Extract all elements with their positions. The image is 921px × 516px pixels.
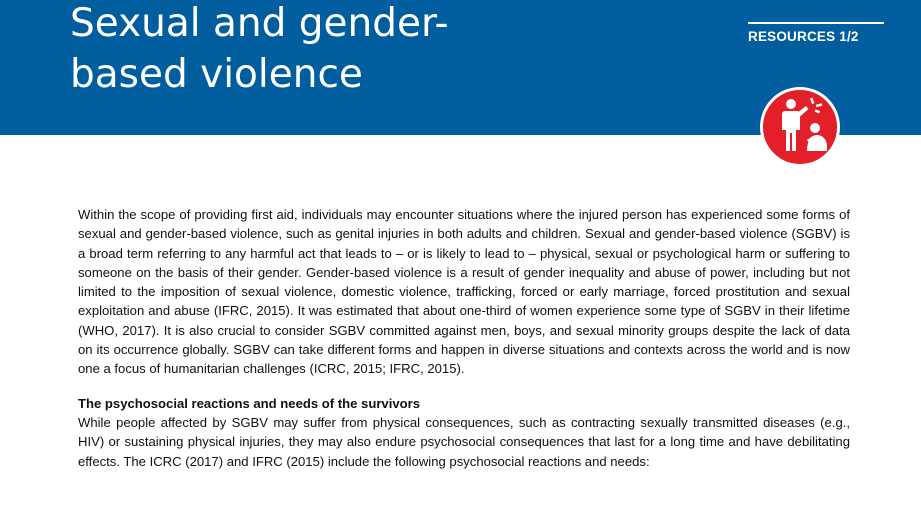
body-content: [78, 205, 850, 471]
violence-icon-badge: [760, 87, 840, 167]
psychosocial-paragraph: While people affected by SGBV may suffer from physical consequences, such as contracting sexually transmitted diseases (e.g., HIV) or sustaining physical injuries, they may also endure psychosocial consequences that last for a long time and have debilitating effects. The ICRC (2017) and IFRC (2015) include the following psychosocial reactions and needs:: [78, 414, 850, 469]
section-rule: [748, 22, 884, 24]
intro-paragraph: Within the scope of providing first aid, individuals may encounter situations where the injured person has experienced some forms of sexual and gender-based violence, such as genital injuries in both adults and children. Sexual and gender-based violence (SGBV) is a broad term referring to any harmful act that leads to – or is likely to lead to – physical, sexual or psychological harm or suffering to someone on the basis of their gender. Gender-based violence is a result of gender inequality and abuse of power, including but not limited to the imposition of sexual violence, domestic violence, trafficking, forced or early marriage, forced prostitution and sexual exploitation and abuse (IFRC, 2015). It was estimated that about one-third of women experience some type of SGBV in their lifetime (WHO, 2017). It is also crucial to consider SGBV committed against men, boys, and sexual minority groups despite the lack of data on its occurrence globally. SGBV can take different forms and happen in diverse situations and contexts across the world and is now one a focus of humanitarian challenges (ICRC, 2015; IFRC, 2015).: [78, 207, 850, 377]
page-title: [70, 0, 590, 100]
section-label: RESOURCES 1/2: [748, 29, 859, 44]
title-line-1: Sexual and gender-: [70, 1, 449, 46]
violence-icon: [763, 90, 837, 164]
title-line-2: based violence: [70, 52, 363, 97]
section-heading: The psychosocial reactions and needs of the survivors: [78, 395, 420, 411]
